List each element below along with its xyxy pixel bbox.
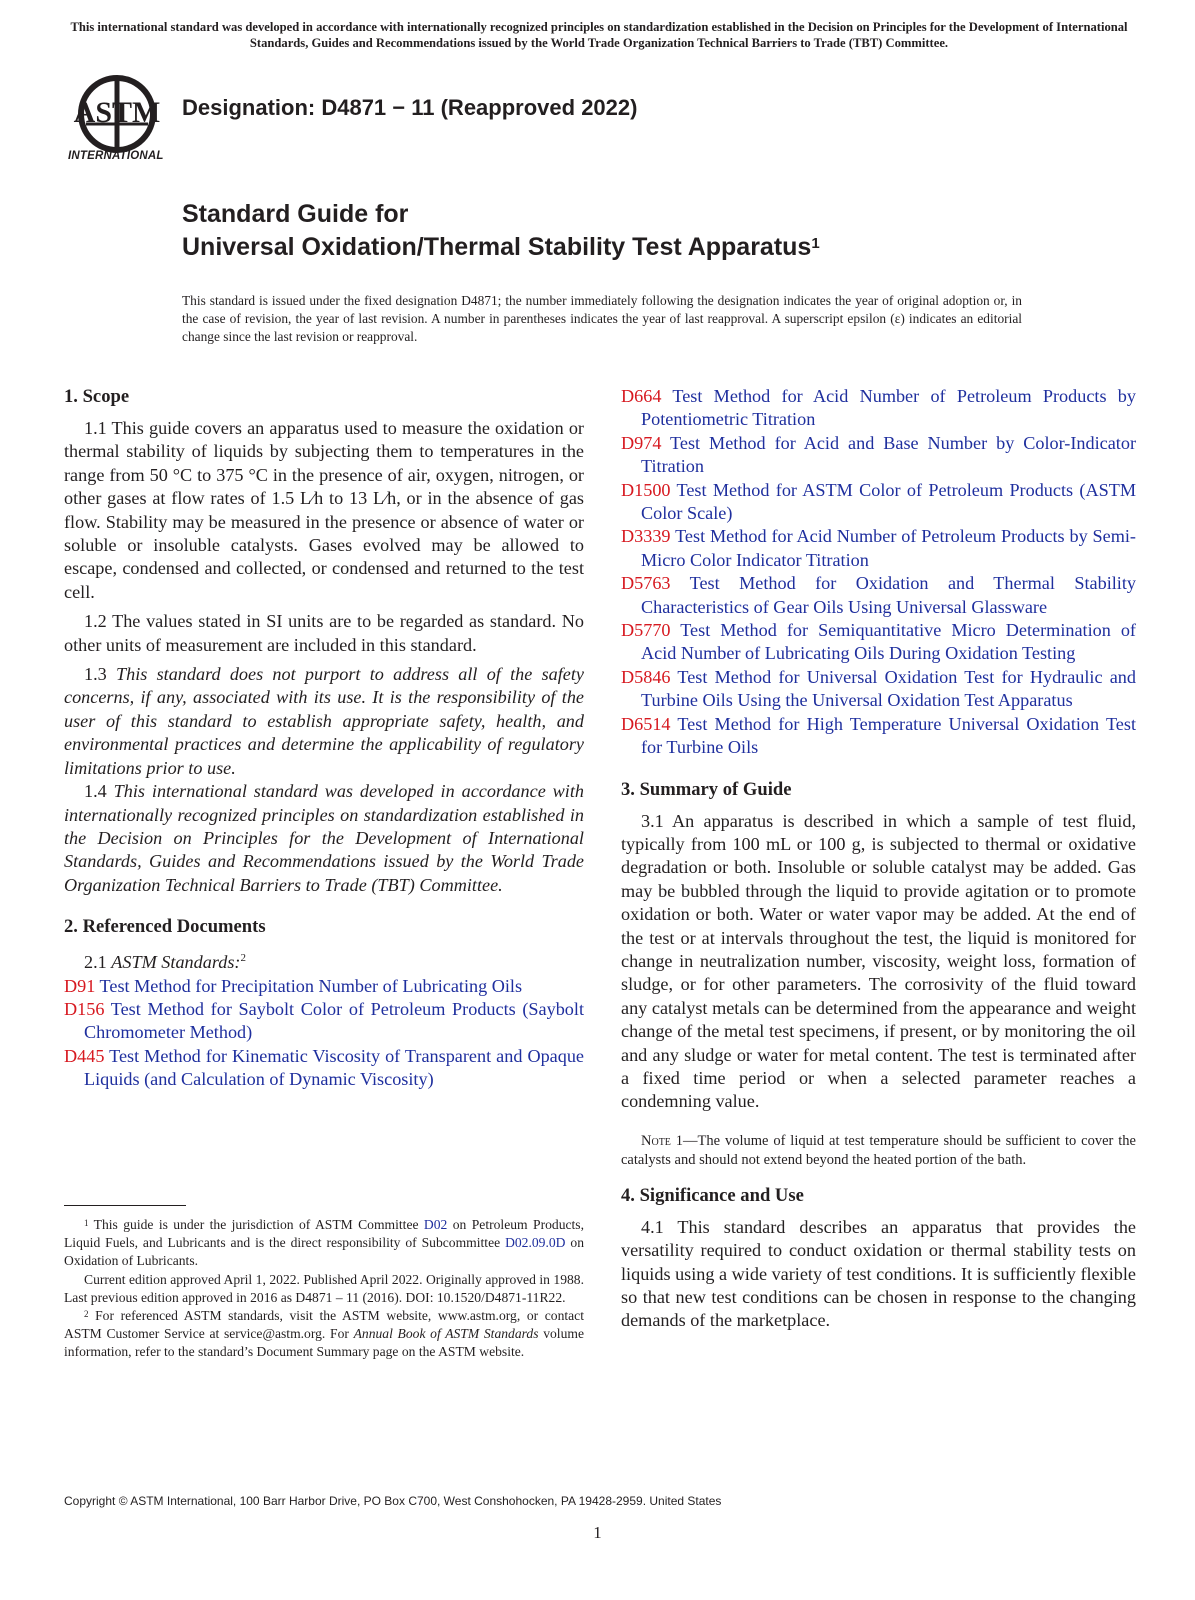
note-label: Note 1 <box>641 1132 684 1149</box>
reference-code[interactable]: D5846 <box>621 666 671 687</box>
paragraph-4-1: 4.1 This standard describes an apparatus that provides the versatility required to conduct oxidation or thermal stability tests on liquids using a wide variety of test conditions. It is sufficiently flexible so that new test conditions can be chosen in response to the changing demands of the marketplace. <box>621 1216 1136 1331</box>
footnote-1-text-c: on Oxidation of Lubricants. <box>64 1235 584 1269</box>
subheading-footnote-mark: 2 <box>240 952 246 965</box>
title-line-2 <box>182 231 820 264</box>
reference-title[interactable]: Test Method for Acid Number of Petroleum Products by Semi-Micro Color Indicator Titration <box>641 526 1136 570</box>
paragraph-1-2: 1.2 The values stated in SI units are to be regarded as standard. No other units of measurement are included in this standard. <box>64 611 584 655</box>
footnote-2-text-a: For referenced ASTM standards, visit the ASTM website, www.astm.org, or contact ASTM Customer Service at service@astm.org. For <box>64 1308 584 1342</box>
reference-item[interactable] <box>621 572 1136 619</box>
footnote-2-mark: 2 <box>84 1309 89 1320</box>
footnote-2-text-b: volume information, refer to the standard’s Document Summary page on the ASTM website. <box>64 1326 584 1360</box>
reference-title[interactable]: Test Method for Acid and Base Number by Color-Indicator Titration <box>641 432 1136 477</box>
footnote-1-edition: Current edition approved April 1, 2022. Published April 2022. Originally approved in 1988. Last previous edition approved in 2016 as D4871 – 11 (2016). DOI: 10.1520/D4871-11R22. <box>64 1271 584 1305</box>
top-notice: This international standard was developed in accordance with internationally recognized principles on standardization established in the Decision on Principles for the Development of International Standards, Guides and Recommendations issued by the World Trade Organization Technical Barriers to Trade (TBT) Committee. <box>70 20 1128 50</box>
section-heading-summary: 3. Summary of Guide <box>621 778 792 800</box>
reference-item[interactable] <box>621 666 1136 713</box>
reference-title[interactable]: Test Method for ASTM Color of Petroleum Products (ASTM Color Scale) <box>641 479 1137 524</box>
footnote-2 <box>64 1307 584 1362</box>
section-heading-scope: 1. Scope <box>64 386 130 407</box>
reference-code[interactable]: D974 <box>621 432 662 453</box>
note-text: —The volume of liquid at test temperature should be sufficient to cover the catalysts and should not extend beyond the heated portion of the bath. <box>621 1132 1136 1168</box>
document-title <box>182 198 820 264</box>
paragraph-1-4 <box>64 780 584 897</box>
reference-code[interactable]: D91 <box>64 975 96 996</box>
reference-code[interactable]: D1500 <box>621 479 671 500</box>
section-heading-referenced-documents: 2. Referenced Documents <box>64 916 266 938</box>
subheading-label: ASTM Standards: <box>111 952 241 973</box>
page-number: 1 <box>593 1523 602 1542</box>
paragraph-1-4-number: 1.4 <box>84 781 114 802</box>
title-footnote-mark: 1 <box>811 235 820 252</box>
reference-title[interactable]: Test Method for Saybolt Color of Petroleum Products (Saybolt Chromometer Method) <box>84 999 584 1043</box>
astm-standards-subheading <box>64 947 584 974</box>
title-line-1: Standard Guide for <box>182 200 409 228</box>
section-heading-significance: 4. Significance and Use <box>621 1184 804 1206</box>
left-column <box>64 385 584 1092</box>
designation: Designation: D4871 − 11 (Reapproved 2022) <box>182 95 638 120</box>
logo-subtext: INTERNATIONAL <box>68 150 164 162</box>
reference-title[interactable]: Test Method for Precipitation Number of Lubricating Oils <box>99 975 523 996</box>
copyright-line: Copyright © ASTM International, 100 Barr Harbor Drive, PO Box C700, West Conshohocken, PA 19428-2959. United States <box>64 1494 722 1508</box>
paragraph-1-3 <box>64 663 584 780</box>
paragraph-3-1: 3.1 An apparatus is described in which a sample of test fluid, typically from 100 mL or 100 g, is subjected to thermal or oxidative degradation or both. Insoluble or soluble catalyst may be added. Gas may be bubbled through the liquid to provide agitation or to promote oxidation or both. Water or water vapor may be added. At the end of the test or at intervals throughout the test, the liquid is monitored for change in neutralization number, viscosity, weight loss, formation of sludge, or for other parameters. The corrosivity of the fluid toward any catalyst metals can be determined from the appearance and weight change of the metal test specimens, if present, or by monitoring the oil and any sludge or water for metal content. The test is terminated after a fixed time period or when a selected parameter reaches a condemning value. <box>621 810 1136 1112</box>
reference-title[interactable]: Test Method for Oxidation and Thermal Stability Characteristics of Gear Oils Using Universal Glassware <box>641 573 1136 617</box>
reference-item[interactable] <box>621 385 1136 432</box>
reference-item[interactable] <box>621 479 1136 526</box>
paragraph-1-4-text: This international standard was developed in accordance with internationally recognized principles on standardization established in the Decision on Principles for the Development of International Standards, Guides and Recommendations issued by the World Trade Organization Technical Barriers to Trade (TBT) Committee. <box>64 781 585 895</box>
note-1 <box>621 1132 1136 1170</box>
reference-code[interactable]: D156 <box>64 999 105 1019</box>
footnote-divider <box>64 1205 186 1206</box>
reference-item[interactable] <box>64 998 584 1045</box>
right-column <box>621 385 1136 1339</box>
reference-code[interactable]: D664 <box>621 386 662 406</box>
footnote-1-text-b: on Petroleum Products, Liquid Fuels, and Lubricants and is the direct responsibility of Subcommittee <box>64 1217 584 1251</box>
reference-code[interactable]: D6514 <box>621 713 671 734</box>
reference-item[interactable] <box>621 432 1136 479</box>
paragraph-1-3-text: This standard does not purport to address all of the safety concerns, if any, associated with its use. It is the responsibility of the user of this standard to establish appropriate safety, health, and environmental practices and determine the applicability of regulatory limitations prior to use. <box>64 664 584 778</box>
reference-item[interactable] <box>621 619 1136 666</box>
reference-title[interactable]: Test Method for High Temperature Universal Oxidation Test for Turbine Oils <box>641 713 1137 758</box>
footnote-1-text-a: This guide is under the jurisdiction of ASTM Committee <box>88 1217 424 1232</box>
title-line-2-text: Universal Oxidation/Thermal Stability Test Apparatus <box>182 233 812 261</box>
reference-item[interactable] <box>621 713 1136 760</box>
subcommittee-link[interactable]: D02.09.0D <box>505 1235 566 1251</box>
paragraph-1-3-number: 1.3 <box>84 664 116 685</box>
reference-title[interactable]: Test Method for Semiquantitative Micro Determination of Acid Number of Lubricating Oils During Oxidation Testing <box>641 620 1136 664</box>
reference-title[interactable]: Test Method for Acid Number of Petroleum Products by Potentiometric Titration <box>641 386 1136 430</box>
footnote-2-italic: Annual Book of ASTM Standards <box>353 1326 539 1342</box>
committee-link[interactable]: D02 <box>423 1217 448 1232</box>
footnotes <box>64 1216 584 1362</box>
footnote-1-mark: 1 <box>84 1218 89 1228</box>
reference-title[interactable]: Test Method for Kinematic Viscosity of Transparent and Opaque Liquids (and Calculation of Dynamic Viscosity) <box>84 1045 584 1090</box>
issue-note: This standard is issued under the fixed designation D4871; the number immediately following the designation indicates the year of original adoption or, in the case of revision, the year of last revision. A number in parentheses indicates the year of last reapproval. A superscript epsilon (ε) indicates an editorial change since the last revision or reapproval. <box>182 293 1022 344</box>
logo-text: ASTM <box>73 96 161 129</box>
reference-code[interactable]: D445 <box>64 1045 105 1066</box>
reference-item[interactable] <box>64 975 584 998</box>
subheading-number: 2.1 <box>84 952 112 973</box>
reference-code[interactable]: D5763 <box>621 573 671 594</box>
reference-code[interactable]: D5770 <box>621 620 671 641</box>
reference-item[interactable] <box>64 1045 584 1092</box>
paragraph-1-1: 1.1 This guide covers an apparatus used to measure the oxidation or thermal stability of liquids by subjecting them to temperatures in the range from 50 °C to 375 °C in the presence of air, oxygen, nitrogen, or other gases at flow rates of 1.5 L⁄h to 13 L⁄h, or in the absence of gas flow. Stability may be measured in the presence or absence of water or soluble or insoluble catalysts. Gases evolved may be allowed to escape, condensed and collected, or condensed and returned to the test cell. <box>64 418 584 602</box>
footnote-1 <box>64 1216 584 1271</box>
reference-item[interactable] <box>621 525 1136 572</box>
reference-code[interactable]: D3339 <box>621 526 671 547</box>
reference-title[interactable]: Test Method for Universal Oxidation Test for Hydraulic and Turbine Oils Using the Universal Oxidation Test Apparatus <box>641 666 1136 711</box>
